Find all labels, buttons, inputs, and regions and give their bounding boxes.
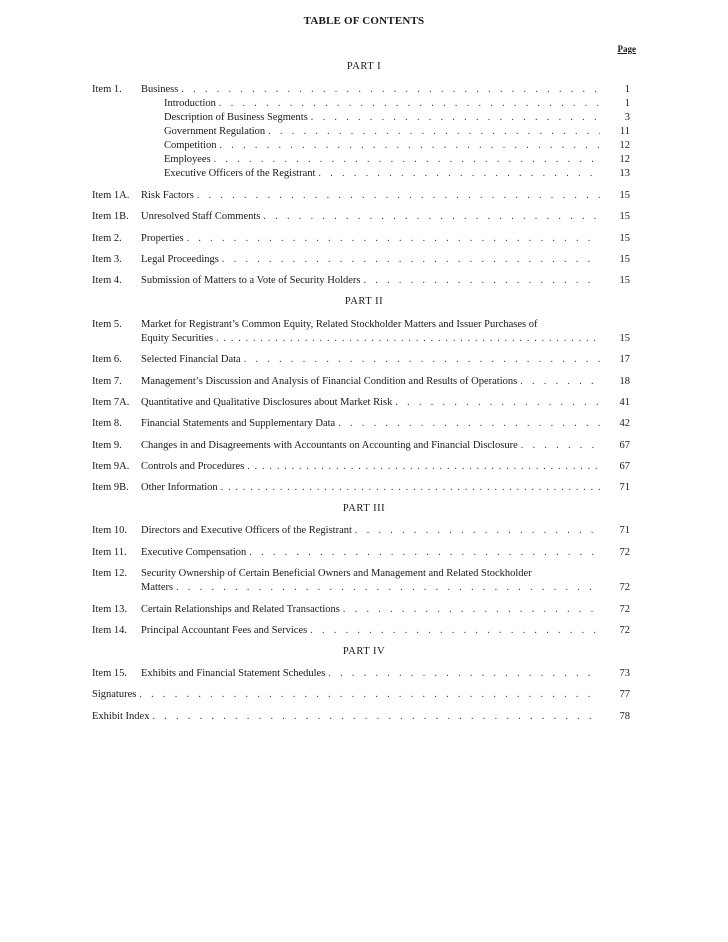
toc-entry-item-6[interactable] <box>92 353 630 367</box>
dot-leader <box>268 125 600 139</box>
page-number: 15 <box>619 211 630 222</box>
page-number: 78 <box>619 711 630 722</box>
page-number: 12 <box>619 154 630 165</box>
dot-leader <box>214 153 600 167</box>
item-number: Item 1. <box>92 84 122 95</box>
item-label: Description of Business Segments <box>164 111 311 125</box>
toc-entry-item-1a[interactable] <box>92 189 630 203</box>
item-label: Changes in and Disagreements with Accountants on Accounting and Financial Disclosure <box>141 439 521 453</box>
part-heading: PART I <box>346 61 382 72</box>
item-label: Unresolved Staff Comments <box>141 210 263 224</box>
dot-leader <box>311 111 600 125</box>
item-number: Item 5. <box>92 319 122 330</box>
dot-leader <box>364 274 600 288</box>
item-number: Item 9A. <box>92 461 130 472</box>
dot-leader <box>181 83 600 97</box>
page-number: 13 <box>619 168 630 179</box>
page-number: 15 <box>619 254 630 265</box>
item-label: Selected Financial Data <box>141 353 244 367</box>
item-label: Executive Officers of the Registrant <box>164 167 318 181</box>
item-label: Executive Compensation <box>141 546 249 560</box>
item-label: Financial Statements and Supplementary Data <box>141 417 338 431</box>
page-number: 72 <box>619 625 630 636</box>
page-number: 15 <box>619 333 630 344</box>
item-label-continued: Equity Securities <box>141 332 216 346</box>
item-number: Item 1B. <box>92 211 129 222</box>
item-label: Management’s Discussion and Analysis of Financial Condition and Results of Operations <box>141 375 520 389</box>
page-number: 77 <box>619 689 630 700</box>
dot-leader <box>520 375 600 389</box>
item-label: Quantitative and Qualitative Disclosures about Market Risk <box>141 396 395 410</box>
item-label: Principal Accountant Fees and Services <box>141 624 310 638</box>
page-number: 12 <box>619 140 630 151</box>
item-number: Item 2. <box>92 233 122 244</box>
toc-entry-item-1[interactable] <box>92 83 630 97</box>
page-number: 67 <box>619 461 630 472</box>
toc-entry-exhibit-index[interactable] <box>92 710 630 724</box>
item-label: Competition <box>164 139 220 153</box>
toc-subentry[interactable] <box>92 153 630 167</box>
item-label: Submission of Matters to a Vote of Security Holders <box>141 274 364 288</box>
item-label: Properties <box>141 232 187 246</box>
dot-leader <box>216 332 600 346</box>
dot-leader <box>310 624 600 638</box>
toc-entry-item-1b[interactable] <box>92 210 630 224</box>
dot-leader <box>521 439 600 453</box>
item-label: Business <box>141 83 181 97</box>
toc-entry-item-11[interactable] <box>92 546 630 560</box>
item-number: Item 8. <box>92 418 122 429</box>
toc-entry-item-15[interactable] <box>92 667 630 681</box>
dot-leader <box>221 481 600 495</box>
item-label: Risk Factors <box>141 189 197 203</box>
item-number: Item 6. <box>92 354 122 365</box>
item-label: Exhibit Index <box>92 710 152 724</box>
dot-leader <box>263 210 600 224</box>
page-number: 3 <box>624 112 630 123</box>
item-number: Item 1A. <box>92 190 130 201</box>
dot-leader <box>244 353 600 367</box>
toc-subentry[interactable] <box>92 139 630 153</box>
item-number: Item 9B. <box>92 482 129 493</box>
toc-entry-item-7[interactable] <box>92 375 630 389</box>
toc-entry-item-14[interactable] <box>92 624 630 638</box>
item-number: Item 11. <box>92 547 127 558</box>
dot-leader <box>318 167 600 181</box>
dot-leader <box>338 417 600 431</box>
page-number: 15 <box>619 233 630 244</box>
dot-leader <box>176 581 600 595</box>
item-label: Signatures <box>92 688 139 702</box>
dot-leader <box>328 667 600 681</box>
item-label: Introduction <box>164 97 219 111</box>
page-number: 18 <box>619 376 630 387</box>
toc-entry-item-9[interactable] <box>92 439 630 453</box>
item-label: Exhibits and Financial Statement Schedules <box>141 667 328 681</box>
part-heading: PART IV <box>342 646 386 657</box>
item-number: Item 13. <box>92 604 127 615</box>
item-number: Item 12. <box>92 568 127 579</box>
toc-subentry[interactable] <box>92 97 630 111</box>
page-number: 72 <box>619 547 630 558</box>
item-label: Security Ownership of Certain Beneficial Owners and Management and Related Stockholder <box>141 568 532 579</box>
dot-leader <box>249 546 600 560</box>
page-number: 42 <box>619 418 630 429</box>
page-number: 72 <box>619 604 630 615</box>
dot-leader <box>220 139 601 153</box>
item-number: Item 7A. <box>92 397 130 408</box>
item-label: Directors and Executive Officers of the Registrant <box>141 524 355 538</box>
toc-entry-item-13[interactable] <box>92 603 630 617</box>
dot-leader <box>219 97 600 111</box>
dot-leader <box>343 603 600 617</box>
toc-entry-item-5-cont[interactable] <box>92 332 630 346</box>
item-label: Other Information <box>141 481 221 495</box>
page-number: 73 <box>619 668 630 679</box>
toc-entry-item-9b[interactable] <box>92 481 630 495</box>
page-number: 67 <box>619 440 630 451</box>
toc-entry-item-12[interactable] <box>92 567 630 581</box>
toc-entry-item-4[interactable] <box>92 274 630 288</box>
page-number: 15 <box>619 190 630 201</box>
page-number: 71 <box>619 482 630 493</box>
page-number: 17 <box>619 354 630 365</box>
part-heading: PART II <box>344 296 384 307</box>
toc-entry-item-7a[interactable] <box>92 396 630 410</box>
dot-leader <box>139 688 600 702</box>
toc-entry-item-5[interactable] <box>92 318 630 332</box>
item-label: Market for Registrant’s Common Equity, Related Stockholder Matters and Issuer Purchases of <box>141 319 538 330</box>
item-label: Controls and Procedures <box>141 460 247 474</box>
page-number: 11 <box>619 126 630 137</box>
toc-entry-item-8[interactable] <box>92 417 630 431</box>
dot-leader <box>355 524 600 538</box>
item-label: Government Regulation <box>164 125 268 139</box>
item-label-continued: Matters <box>141 581 176 595</box>
dot-leader <box>395 396 600 410</box>
page-number: 15 <box>619 275 630 286</box>
page-number: 71 <box>619 525 630 536</box>
toc-entry-item-9a[interactable] <box>92 460 630 474</box>
item-label: Certain Relationships and Related Transactions <box>141 603 343 617</box>
item-number: Item 14. <box>92 625 127 636</box>
dot-leader <box>247 460 600 474</box>
page-number: 41 <box>619 397 630 408</box>
toc-title: TABLE OF CONTENTS <box>303 15 425 27</box>
page-number: 1 <box>624 98 630 109</box>
toc-entry-item-3[interactable] <box>92 253 630 267</box>
toc-entry-item-12-cont[interactable] <box>92 581 630 595</box>
toc-entry-item-2[interactable] <box>92 232 630 246</box>
dot-leader <box>187 232 600 246</box>
item-number: Item 15. <box>92 668 127 679</box>
item-number: Item 10. <box>92 525 127 536</box>
part-heading: PART III <box>342 503 386 514</box>
toc-subentry[interactable] <box>92 125 630 139</box>
item-number: Item 4. <box>92 275 122 286</box>
item-number: Item 3. <box>92 254 122 265</box>
page-column-header: Page <box>617 44 636 54</box>
dot-leader <box>197 189 600 203</box>
item-number: Item 7. <box>92 376 122 387</box>
toc-subentry[interactable] <box>92 167 630 181</box>
dot-leader <box>152 710 600 724</box>
toc-subentry[interactable] <box>92 111 630 125</box>
item-number: Item 9. <box>92 440 122 451</box>
item-label: Legal Proceedings <box>141 253 222 267</box>
toc-entry-item-10[interactable] <box>92 524 630 538</box>
dot-leader <box>222 253 600 267</box>
page-number: 72 <box>619 582 630 593</box>
toc-entry-signatures[interactable] <box>92 688 630 702</box>
item-label: Employees <box>164 153 214 167</box>
page-number: 1 <box>624 84 630 95</box>
